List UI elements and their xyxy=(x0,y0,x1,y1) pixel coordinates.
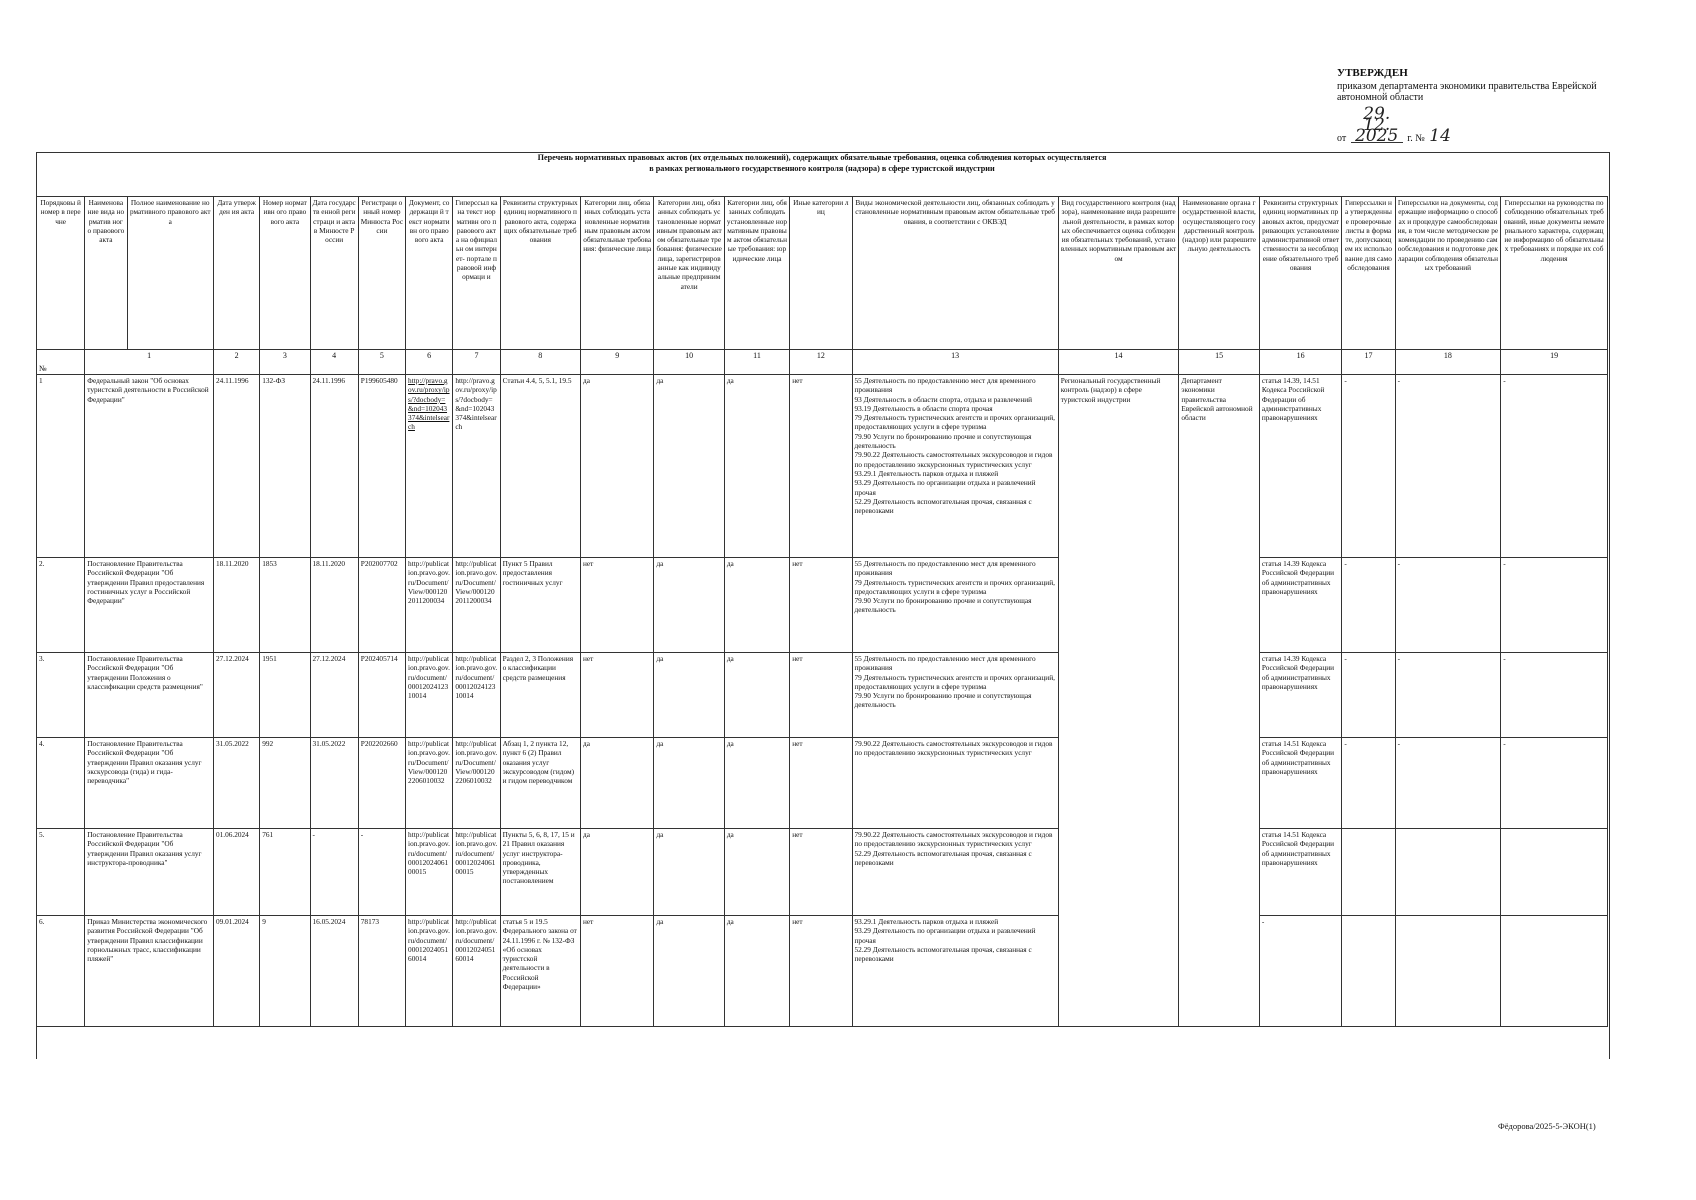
okved-item: 79.90.22 Деятельность самостоятельных экскурсоводов и гидов по предоставлению экскурсионных туристических услуг xyxy=(854,450,1053,469)
other-persons: нет xyxy=(790,738,852,829)
act-number: 132-ФЗ xyxy=(260,375,310,558)
reg-number: P202405714 xyxy=(358,653,405,738)
header-cell: Гиперссылки на утвержденные проверочные листы в формате, допускающем их использование для самообследования xyxy=(1342,197,1395,350)
doc-link[interactable]: http://publication.pravo.gov.ru/document/0001202406100015 xyxy=(406,829,453,916)
column-number: 19 xyxy=(1501,350,1608,375)
table-row xyxy=(37,829,1608,916)
checklists xyxy=(1342,829,1395,916)
reg-number: P199605480 xyxy=(358,375,405,558)
other-persons: нет xyxy=(790,375,852,558)
column-number: 10 xyxy=(654,350,724,375)
act-name: Федеральный закон "Об основах туристской деятельности в Российской Федерации" xyxy=(85,375,214,558)
column-number: 1 xyxy=(85,350,214,375)
row-number: 1 xyxy=(37,375,85,558)
act-name: Приказ Министерства экономического развития Российской Федерации "Об утверждении Правил классификации горнолыжных трасс, классификации пляжей" xyxy=(85,916,214,1027)
okved-list xyxy=(852,375,1058,558)
reg-date: 31.05.2022 xyxy=(310,738,358,829)
phys-persons: нет xyxy=(581,558,654,653)
column-number: 9 xyxy=(581,350,654,375)
column-number-row xyxy=(37,350,1608,375)
approval-handwritten-number: 14 xyxy=(1429,126,1451,146)
legal-persons: да xyxy=(724,558,789,653)
checklists: - xyxy=(1342,653,1395,738)
reg-date: - xyxy=(310,829,358,916)
admin-responsibility: статья 14.39 Кодекса Российской Федерации об административных правонарушениях xyxy=(1259,653,1341,738)
reg-number: P202202660 xyxy=(358,738,405,829)
column-number: 16 xyxy=(1259,350,1341,375)
other-persons: нет xyxy=(790,653,852,738)
okved-item: 79 Деятельность туристических агентств и прочих организаций, предоставляющих услуги в сфере туризма xyxy=(854,577,1055,596)
table-row xyxy=(37,916,1608,1027)
approval-year-suffix: г. № xyxy=(1407,133,1425,144)
okved-item: 79.90.22 Деятельность самостоятельных экскурсоводов и гидов по предоставлению экскурсионных туристических услуг xyxy=(854,830,1053,849)
act-name: Постановление Правительства Российской Федерации "Об утверждении Правил оказания услуг экскурсовода (гида) и гида-переводчика" xyxy=(85,738,214,829)
act-date: 09.01.2024 xyxy=(213,916,259,1027)
checklists: - xyxy=(1342,558,1395,653)
header-cell: Гиперссылки на руководства по соблюдению обязательных требований, иные документы нематериального характера, содержащие информацию об обязательных требованиях и порядке их соблюдения xyxy=(1501,197,1608,350)
column-number: 8 xyxy=(500,350,580,375)
document-title-line1: Перечень нормативных правовых актов (их отдельных положений), содержащих обязательные требования, оценка соблюдения которых осуществляется xyxy=(537,153,1107,162)
hyperlink[interactable]: http://publication.pravo.gov.ru/document/0001202412310014 xyxy=(453,653,500,738)
admin-responsibility: - xyxy=(1259,916,1341,1027)
header-cell: Полное наименование нормативного правового акта xyxy=(127,197,213,350)
okved-item: 79.90 Услуги по бронированию прочие и сопутствующая деятельность xyxy=(854,431,1032,451)
number-sign: № xyxy=(37,350,85,375)
okved-item: 93.29.1 Деятельность парков отдыха и пляжей xyxy=(854,468,999,478)
reg-number: - xyxy=(358,829,405,916)
okved-item: 93.19 Деятельность в области спорта прочая xyxy=(854,403,993,413)
column-number: 2 xyxy=(213,350,259,375)
column-number: 12 xyxy=(790,350,852,375)
header-cell: Виды экономической деятельности лиц, обязанных соблюдать установленные нормативным правовым актом обязательные требования, в соответствии с ОКВЭД xyxy=(852,197,1058,350)
column-number: 7 xyxy=(453,350,500,375)
okved-item: 79.90 Услуги по бронированию прочие и сопутствующая деятельность xyxy=(854,596,1032,615)
header-cell: Реквизиты структурных единиц нормативного правового акта, содержащих обязательные требования xyxy=(500,197,580,350)
header-cell: Категории лиц, обязанных соблюдать установленные нормативным правовым актом обязательные требования: физические лица xyxy=(581,197,654,350)
articles: Абзац 1, 2 пункта 12, пункт 6 (2) Правил оказания услуг экскурсоводом (гидом) и гидом переводчиком xyxy=(500,738,580,829)
act-date: 27.12.2024 xyxy=(213,653,259,738)
doc-link[interactable]: http://publication.pravo.gov.ru/Document/View/0001202206010032 xyxy=(406,738,453,829)
ip-persons: да xyxy=(654,916,724,1027)
okved-item: 79.90.22 Деятельность самостоятельных экскурсоводов и гидов по предоставлению экскурсионных туристических услуг xyxy=(854,739,1053,758)
column-number: 18 xyxy=(1395,350,1501,375)
okved-item: 52.29 Деятельность вспомогательная прочая, связанная с перевозками xyxy=(854,848,1032,867)
articles: Раздел 2, 3 Положения о классификации средств размещения xyxy=(500,653,580,738)
okved-item: 52.29 Деятельность вспомогательная прочая, связанная с перевозками xyxy=(854,496,1032,516)
checklists: - xyxy=(1342,375,1395,558)
ip-persons: да xyxy=(654,653,724,738)
table-row xyxy=(37,653,1608,738)
hyperlink[interactable]: http://publication.pravo.gov.ru/document/0001202406100015 xyxy=(453,829,500,916)
okved-item: 93.29.1 Деятельность парков отдыха и пляжей xyxy=(854,917,999,926)
ip-persons: да xyxy=(654,558,724,653)
okved-item: 93.29 Деятельность по организации отдыха и развлечений прочая xyxy=(854,926,1036,945)
guides: - xyxy=(1501,653,1608,738)
approval-text: приказом департамента экономики правительства Еврейской автономной области xyxy=(1337,81,1597,103)
articles: Статьи 4.4, 5, 5.1, 19.5 xyxy=(500,375,580,558)
act-number: 9 xyxy=(260,916,310,1027)
header-cell: Регистраци онный номер Минюста России xyxy=(358,197,405,350)
table-row xyxy=(37,738,1608,829)
articles: Пункт 5 Правил предоставления гостиничных услуг xyxy=(500,558,580,653)
hyperlink[interactable]: http://publication.pravo.gov.ru/Document/View/0001202011200034 xyxy=(453,558,500,653)
header-cell: Категории лиц, обязанных соблюдать установленные нормативным правовым актом обязательные требования: физические лица, зарегистрированные как индивидуальные предприниматели xyxy=(654,197,724,350)
okved-list xyxy=(852,653,1058,738)
doc-link[interactable]: http://publication.pravo.gov.ru/document/0001202412310014 xyxy=(406,653,453,738)
ip-persons: да xyxy=(654,829,724,916)
act-name: Постановление Правительства Российской Федерации "Об утверждении Правил предоставления гостиничных услуг в Российской Федерации" xyxy=(85,558,214,653)
table-row xyxy=(37,558,1608,653)
header-cell: Дата утвержден ия акта xyxy=(213,197,259,350)
ip-persons: да xyxy=(654,375,724,558)
phys-persons: да xyxy=(581,829,654,916)
okved-list xyxy=(852,558,1058,653)
header-cell: Реквизиты структурных единиц нормативных правовых актов, предусматривающих установление административной ответственности за несоблюдение обязательного требования xyxy=(1259,197,1341,350)
approval-from-label: от xyxy=(1337,133,1347,144)
act-name: Постановление Правительства Российской Федерации "Об утверждении Правил оказания услуг инструктора-проводника" xyxy=(85,829,214,916)
approval-block xyxy=(1337,68,1637,144)
okved-item: 79.90 Услуги по бронированию прочие и сопутствующая деятельность xyxy=(854,691,1032,710)
okved-item: 79 Деятельность туристических агентств и прочих организаций, предоставляющих услуги в сфере туризма xyxy=(854,413,1055,432)
other-persons: нет xyxy=(790,916,852,1027)
header-cell: Наименование органа государственной власти, осуществляющего государственный контроль (надзор) или разрешительную деятельность xyxy=(1179,197,1259,350)
legal-persons: да xyxy=(724,653,789,738)
column-number: 15 xyxy=(1179,350,1259,375)
header-cell: Иные категории лиц xyxy=(790,197,852,350)
approval-date-line xyxy=(1337,104,1637,146)
header-cell: Гиперссылки на документы, содержащие информацию о способах и процедуре самообследования, в том числе методические рекомендации по проведению самообследования и подготовке декларации соблюдения обязательных требований xyxy=(1395,197,1501,350)
column-number: 11 xyxy=(724,350,789,375)
admin-responsibility: статья 14.39, 14.51 Кодекса Российской Федерации об административных правонарушениях xyxy=(1259,375,1341,558)
column-number: 13 xyxy=(852,350,1058,375)
document-title xyxy=(36,152,1608,174)
ip-persons: да xyxy=(654,738,724,829)
okved-list xyxy=(852,916,1058,1027)
row-number: 5. xyxy=(37,829,85,916)
reg-date: 18.11.2020 xyxy=(310,558,358,653)
act-number: 1853 xyxy=(260,558,310,653)
legal-persons: да xyxy=(724,916,789,1027)
legal-persons: да xyxy=(724,375,789,558)
column-number: 5 xyxy=(358,350,405,375)
header-cell: Категории лиц, обязанных соблюдать установленные нормативным правовым актом обязательные требования: юридические лица xyxy=(724,197,789,350)
phys-persons: нет xyxy=(581,653,654,738)
checklists: - xyxy=(1342,738,1395,829)
phys-persons: да xyxy=(581,738,654,829)
guides: - xyxy=(1501,375,1608,558)
checklists xyxy=(1342,916,1395,1027)
reg-number: 78173 xyxy=(358,916,405,1027)
reg-date: 27.12.2024 xyxy=(310,653,358,738)
okved-item: 79 Деятельность туристических агентств и прочих организаций, предоставляющих услуги в сфере туризма xyxy=(854,672,1055,691)
okved-list xyxy=(852,738,1058,829)
header-cell: Документ, содержащи й текст нормативн ого правового акта xyxy=(406,197,453,350)
admin-responsibility: статья 14.51 Кодекса Российской Федерации об административных правонарушениях xyxy=(1259,829,1341,916)
header-cell: Дата государств енной регистраци и акта в Минюсте России xyxy=(310,197,358,350)
act-number: 1951 xyxy=(260,653,310,738)
approval-handwritten-date: 29. 12. 2025 xyxy=(1351,109,1403,143)
guides: - xyxy=(1501,558,1608,653)
column-number: 3 xyxy=(260,350,310,375)
hyperlink[interactable]: http://publication.pravo.gov.ru/Document/View/0001202206010032 xyxy=(453,738,500,829)
header-cell: Наименова ние вида норматив ного правового акта xyxy=(85,197,127,350)
guides: - xyxy=(1501,738,1608,829)
control-type: Региональный государственный контроль (надзор) в сфере туристской индустрии xyxy=(1058,375,1179,1027)
hyperlink[interactable]: http://publication.pravo.gov.ru/document/0001202405160014 xyxy=(453,916,500,1027)
row-number: 3. xyxy=(37,653,85,738)
act-date: 01.06.2024 xyxy=(213,829,259,916)
acts-table xyxy=(36,196,1608,1027)
okved-list xyxy=(852,829,1058,916)
table-row xyxy=(37,375,1608,558)
okved-item: 93.29 Деятельность по организации отдыха и развлечений прочая xyxy=(854,478,1036,497)
doc-link[interactable]: http://publication.pravo.gov.ru/Document/View/0001202011200034 xyxy=(406,558,453,653)
articles: статья 5 и 19.5 Федерального закона от 24.11.1996 г. № 132-ФЗ «Об основах туристской деятельности в Российской Федерации» xyxy=(500,916,580,1027)
column-number: 6 xyxy=(406,350,453,375)
column-number: 4 xyxy=(310,350,358,375)
row-number: 2. xyxy=(37,558,85,653)
table-header-row xyxy=(37,197,1608,350)
document-code: Фёдорова/2025-5-ЭКОН(1) xyxy=(1498,1121,1596,1131)
okved-item: 52.29 Деятельность вспомогательная прочая, связанная с перевозками xyxy=(854,944,1032,964)
self-check-docs xyxy=(1395,829,1501,916)
doc-link[interactable]: http://publication.pravo.gov.ru/document/0001202405160014 xyxy=(406,916,453,1027)
okved-item: 55 Деятельность по предоставлению мест для временного проживания xyxy=(854,654,1036,673)
legal-persons: да xyxy=(724,829,789,916)
act-number: 761 xyxy=(260,829,310,916)
row-number: 6. xyxy=(37,916,85,1027)
phys-persons: нет xyxy=(581,916,654,1027)
column-number: 14 xyxy=(1058,350,1179,375)
doc-link[interactable]: http://pravo.gov.ru/proxy/ips/?docbody=&nd=102043374&intelsearch xyxy=(406,375,453,558)
header-cell: Порядковы й номер в перечне xyxy=(37,197,85,350)
other-persons: нет xyxy=(790,829,852,916)
okved-item: 55 Деятельность по предоставлению мест для временного проживания xyxy=(854,559,1036,578)
self-check-docs: - xyxy=(1395,375,1501,558)
header-cell: Номер нормативн ого правового акта xyxy=(260,197,310,350)
self-check-docs: - xyxy=(1395,738,1501,829)
other-persons: нет xyxy=(790,558,852,653)
admin-responsibility: статья 14.39 Кодекса Российской Федерации об административных правонарушениях xyxy=(1259,558,1341,653)
header-cell: Вид государственного контроля (надзора), наименование вида разрешительной деятельности, в рамках которых обеспечивается оценка соблюдения обязательных требований, установленных нормативным правовым актом xyxy=(1058,197,1179,350)
act-date: 31.05.2022 xyxy=(213,738,259,829)
hyperlink[interactable]: http://pravo.gov.ru/proxy/ips/?docbody=&nd=102043374&intelsearch xyxy=(453,375,500,558)
approval-title: УТВЕРЖДЕН xyxy=(1337,67,1408,79)
articles: Пункты 5, 6, 8, 17, 15 и 21 Правил оказания услуг инструктора-проводника, утвержденных постановлением xyxy=(500,829,580,916)
header-cell: Гиперссыл ка на текст нормативн ого правового акта на официальн ом интернет- портале правовой информаци и xyxy=(453,197,500,350)
reg-date: 24.11.1996 xyxy=(310,375,358,558)
guides xyxy=(1501,829,1608,916)
guides xyxy=(1501,916,1608,1027)
okved-item: 93 Деятельность в области спорта, отдыха и развлечений xyxy=(854,394,1033,404)
act-date: 18.11.2020 xyxy=(213,558,259,653)
legal-persons: да xyxy=(724,738,789,829)
act-name: Постановление Правительства Российской Федерации "Об утверждении Положения о классификации средств размещения" xyxy=(85,653,214,738)
act-number: 992 xyxy=(260,738,310,829)
row-number: 4. xyxy=(37,738,85,829)
reg-date: 16.05.2024 xyxy=(310,916,358,1027)
document-title-line2: в рамках регионального государственного контроля (надзора) в сфере туристской индустрии xyxy=(649,164,995,173)
self-check-docs: - xyxy=(1395,558,1501,653)
okved-item: 55 Деятельность по предоставлению мест для временного проживания xyxy=(854,376,1036,395)
admin-responsibility: статья 14.51 Кодекса Российской Федерации об административных правонарушениях xyxy=(1259,738,1341,829)
self-check-docs xyxy=(1395,916,1501,1027)
phys-persons: да xyxy=(581,375,654,558)
column-number: 17 xyxy=(1342,350,1395,375)
self-check-docs: - xyxy=(1395,653,1501,738)
reg-number: P202007702 xyxy=(358,558,405,653)
act-date: 24.11.1996 xyxy=(213,375,259,558)
authority: Департамент экономики правительства Еврейской автономной области xyxy=(1179,375,1259,1027)
